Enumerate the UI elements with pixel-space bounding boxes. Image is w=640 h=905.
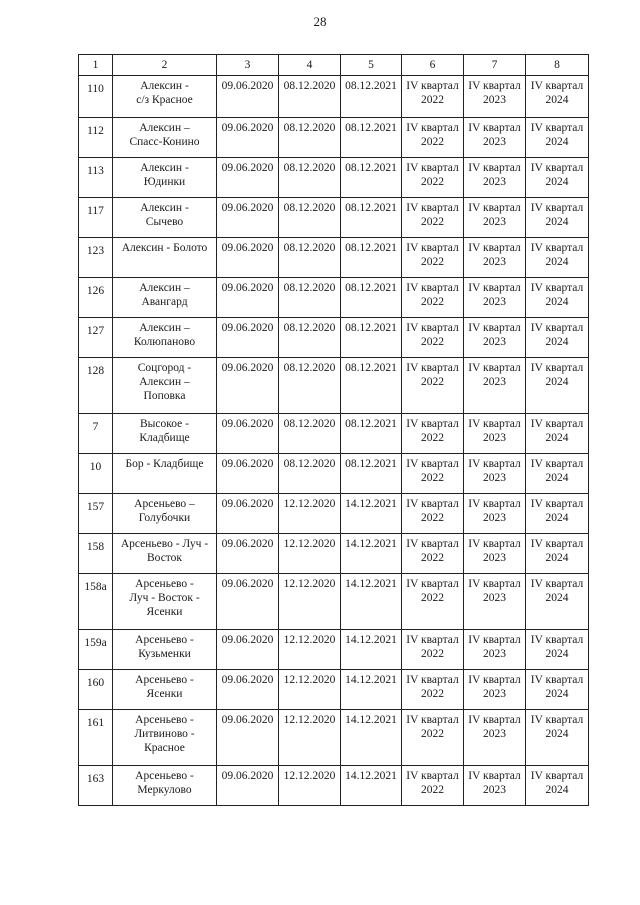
quarter-col7-cell: IV квартал 2023 <box>464 710 526 766</box>
date-col3-cell: 09.06.2020 <box>217 158 279 198</box>
table-header-row <box>79 55 589 76</box>
quarter-col8-cell: IV квартал 2024 <box>526 710 589 766</box>
table-row <box>79 574 589 630</box>
route-number-cell: 10 <box>79 454 113 494</box>
table-row <box>79 278 589 318</box>
date-col3-cell: 09.06.2020 <box>217 766 279 806</box>
date-col5-cell: 14.12.2021 <box>341 630 402 670</box>
date-col4-cell: 12.12.2020 <box>279 494 341 534</box>
quarter-col7-cell: IV квартал 2023 <box>464 76 526 118</box>
table-row <box>79 454 589 494</box>
quarter-col8-cell: IV квартал 2024 <box>526 494 589 534</box>
quarter-col8-cell: IV квартал 2024 <box>526 238 589 278</box>
date-col3-cell: 09.06.2020 <box>217 630 279 670</box>
route-number-cell: 112 <box>79 118 113 158</box>
route-name-cell: Арсеньево - Кузьменки <box>113 630 217 670</box>
date-col4-cell: 08.12.2020 <box>279 118 341 158</box>
quarter-col8-cell: IV квартал 2024 <box>526 278 589 318</box>
quarter-col6-cell: IV квартал 2022 <box>402 454 464 494</box>
date-col5-cell: 08.12.2021 <box>341 76 402 118</box>
date-col4-cell: 12.12.2020 <box>279 630 341 670</box>
date-col5-cell: 14.12.2021 <box>341 534 402 574</box>
route-name-cell: Арсеньево - Луч - Восток - Ясенки <box>113 574 217 630</box>
quarter-col8-cell: IV квартал 2024 <box>526 670 589 710</box>
route-number-cell: 127 <box>79 318 113 358</box>
quarter-col7-cell: IV квартал 2023 <box>464 534 526 574</box>
table-row <box>79 238 589 278</box>
route-name-cell: Алексин - Юдинки <box>113 158 217 198</box>
date-col5-cell: 14.12.2021 <box>341 494 402 534</box>
route-schedule-table <box>78 54 589 806</box>
quarter-col7-cell: IV квартал 2023 <box>464 630 526 670</box>
route-name-cell: Арсеньево - Меркулово <box>113 766 217 806</box>
quarter-col6-cell: IV квартал 2022 <box>402 534 464 574</box>
date-col5-cell: 08.12.2021 <box>341 118 402 158</box>
column-header: 5 <box>341 55 402 76</box>
date-col5-cell: 08.12.2021 <box>341 318 402 358</box>
route-number-cell: 110 <box>79 76 113 118</box>
column-header: 6 <box>402 55 464 76</box>
table-row <box>79 198 589 238</box>
date-col3-cell: 09.06.2020 <box>217 358 279 414</box>
quarter-col6-cell: IV квартал 2022 <box>402 238 464 278</box>
table-row <box>79 710 589 766</box>
route-number-cell: 7 <box>79 414 113 454</box>
column-header: 3 <box>217 55 279 76</box>
table-row <box>79 766 589 806</box>
date-col5-cell: 08.12.2021 <box>341 238 402 278</box>
date-col5-cell: 08.12.2021 <box>341 278 402 318</box>
date-col3-cell: 09.06.2020 <box>217 534 279 574</box>
quarter-col7-cell: IV квартал 2023 <box>464 494 526 534</box>
quarter-col8-cell: IV квартал 2024 <box>526 118 589 158</box>
date-col5-cell: 08.12.2021 <box>341 198 402 238</box>
quarter-col8-cell: IV квартал 2024 <box>526 454 589 494</box>
quarter-col7-cell: IV квартал 2023 <box>464 198 526 238</box>
route-name-cell: Алексин – Спасс-Конино <box>113 118 217 158</box>
date-col4-cell: 12.12.2020 <box>279 670 341 710</box>
quarter-col8-cell: IV квартал 2024 <box>526 318 589 358</box>
date-col4-cell: 08.12.2020 <box>279 278 341 318</box>
quarter-col6-cell: IV квартал 2022 <box>402 198 464 238</box>
date-col4-cell: 08.12.2020 <box>279 318 341 358</box>
table-row <box>79 670 589 710</box>
quarter-col7-cell: IV квартал 2023 <box>464 414 526 454</box>
quarter-col6-cell: IV квартал 2022 <box>402 710 464 766</box>
quarter-col6-cell: IV квартал 2022 <box>402 670 464 710</box>
date-col3-cell: 09.06.2020 <box>217 494 279 534</box>
route-number-cell: 123 <box>79 238 113 278</box>
date-col4-cell: 08.12.2020 <box>279 158 341 198</box>
table-row <box>79 76 589 118</box>
quarter-col6-cell: IV квартал 2022 <box>402 118 464 158</box>
quarter-col6-cell: IV квартал 2022 <box>402 630 464 670</box>
quarter-col6-cell: IV квартал 2022 <box>402 76 464 118</box>
route-name-cell: Высокое - Кладбище <box>113 414 217 454</box>
date-col3-cell: 09.06.2020 <box>217 118 279 158</box>
quarter-col8-cell: IV квартал 2024 <box>526 414 589 454</box>
date-col4-cell: 08.12.2020 <box>279 414 341 454</box>
date-col5-cell: 14.12.2021 <box>341 766 402 806</box>
quarter-col8-cell: IV квартал 2024 <box>526 358 589 414</box>
date-col3-cell: 09.06.2020 <box>217 278 279 318</box>
route-number-cell: 128 <box>79 358 113 414</box>
date-col3-cell: 09.06.2020 <box>217 670 279 710</box>
quarter-col8-cell: IV квартал 2024 <box>526 766 589 806</box>
date-col5-cell: 08.12.2021 <box>341 454 402 494</box>
route-name-cell: Арсеньево - Литвиново - Красное <box>113 710 217 766</box>
date-col3-cell: 09.06.2020 <box>217 198 279 238</box>
quarter-col7-cell: IV квартал 2023 <box>464 118 526 158</box>
column-header: 1 <box>79 55 113 76</box>
date-col4-cell: 08.12.2020 <box>279 238 341 278</box>
route-number-cell: 163 <box>79 766 113 806</box>
column-header: 7 <box>464 55 526 76</box>
quarter-col7-cell: IV квартал 2023 <box>464 358 526 414</box>
quarter-col7-cell: IV квартал 2023 <box>464 278 526 318</box>
quarter-col8-cell: IV квартал 2024 <box>526 76 589 118</box>
quarter-col8-cell: IV квартал 2024 <box>526 534 589 574</box>
table-row <box>79 118 589 158</box>
quarter-col8-cell: IV квартал 2024 <box>526 630 589 670</box>
date-col4-cell: 12.12.2020 <box>279 534 341 574</box>
table-row <box>79 158 589 198</box>
date-col3-cell: 09.06.2020 <box>217 454 279 494</box>
route-name-cell: Арсеньево – Голубочки <box>113 494 217 534</box>
quarter-col6-cell: IV квартал 2022 <box>402 158 464 198</box>
route-number-cell: 113 <box>79 158 113 198</box>
date-col4-cell: 08.12.2020 <box>279 76 341 118</box>
quarter-col7-cell: IV квартал 2023 <box>464 318 526 358</box>
route-name-cell: Алексин - с/з Красное <box>113 76 217 118</box>
quarter-col6-cell: IV квартал 2022 <box>402 358 464 414</box>
quarter-col7-cell: IV квартал 2023 <box>464 766 526 806</box>
route-number-cell: 117 <box>79 198 113 238</box>
quarter-col7-cell: IV квартал 2023 <box>464 574 526 630</box>
table-row <box>79 318 589 358</box>
quarter-col7-cell: IV квартал 2023 <box>464 670 526 710</box>
date-col3-cell: 09.06.2020 <box>217 414 279 454</box>
date-col3-cell: 09.06.2020 <box>217 76 279 118</box>
route-name-cell: Алексин - Сычево <box>113 198 217 238</box>
route-number-cell: 126 <box>79 278 113 318</box>
route-name-cell: Алексин – Авангард <box>113 278 217 318</box>
column-header: 2 <box>113 55 217 76</box>
date-col5-cell: 08.12.2021 <box>341 158 402 198</box>
table-row <box>79 494 589 534</box>
route-number-cell: 159а <box>79 630 113 670</box>
route-name-cell: Алексин - Болото <box>113 238 217 278</box>
quarter-col7-cell: IV квартал 2023 <box>464 238 526 278</box>
quarter-col8-cell: IV квартал 2024 <box>526 198 589 238</box>
route-number-cell: 160 <box>79 670 113 710</box>
date-col3-cell: 09.06.2020 <box>217 710 279 766</box>
date-col3-cell: 09.06.2020 <box>217 574 279 630</box>
quarter-col7-cell: IV квартал 2023 <box>464 454 526 494</box>
route-name-cell: Алексин – Колюпаново <box>113 318 217 358</box>
date-col4-cell: 08.12.2020 <box>279 358 341 414</box>
date-col3-cell: 09.06.2020 <box>217 238 279 278</box>
table-row <box>79 358 589 414</box>
route-name-cell: Арсеньево - Ясенки <box>113 670 217 710</box>
date-col3-cell: 09.06.2020 <box>217 318 279 358</box>
route-number-cell: 161 <box>79 710 113 766</box>
quarter-col8-cell: IV квартал 2024 <box>526 158 589 198</box>
table-row <box>79 630 589 670</box>
date-col5-cell: 08.12.2021 <box>341 358 402 414</box>
quarter-col6-cell: IV квартал 2022 <box>402 318 464 358</box>
column-header: 4 <box>279 55 341 76</box>
quarter-col6-cell: IV квартал 2022 <box>402 414 464 454</box>
route-name-cell: Бор - Кладбище <box>113 454 217 494</box>
date-col5-cell: 14.12.2021 <box>341 710 402 766</box>
quarter-col7-cell: IV квартал 2023 <box>464 158 526 198</box>
quarter-col6-cell: IV квартал 2022 <box>402 574 464 630</box>
table-row <box>79 414 589 454</box>
route-name-cell: Соцгород - Алексин – Поповка <box>113 358 217 414</box>
date-col4-cell: 12.12.2020 <box>279 710 341 766</box>
route-name-cell: Арсеньево - Луч - Восток <box>113 534 217 574</box>
route-number-cell: 158 <box>79 534 113 574</box>
quarter-col6-cell: IV квартал 2022 <box>402 494 464 534</box>
page-number: 28 <box>313 14 327 29</box>
date-col4-cell: 12.12.2020 <box>279 766 341 806</box>
route-number-cell: 157 <box>79 494 113 534</box>
date-col4-cell: 08.12.2020 <box>279 198 341 238</box>
date-col5-cell: 08.12.2021 <box>341 414 402 454</box>
quarter-col6-cell: IV квартал 2022 <box>402 278 464 318</box>
quarter-col8-cell: IV квартал 2024 <box>526 574 589 630</box>
table-row <box>79 534 589 574</box>
date-col5-cell: 14.12.2021 <box>341 574 402 630</box>
quarter-col6-cell: IV квартал 2022 <box>402 766 464 806</box>
column-header: 8 <box>526 55 589 76</box>
date-col4-cell: 08.12.2020 <box>279 454 341 494</box>
route-number-cell: 158а <box>79 574 113 630</box>
date-col5-cell: 14.12.2021 <box>341 670 402 710</box>
date-col4-cell: 12.12.2020 <box>279 574 341 630</box>
